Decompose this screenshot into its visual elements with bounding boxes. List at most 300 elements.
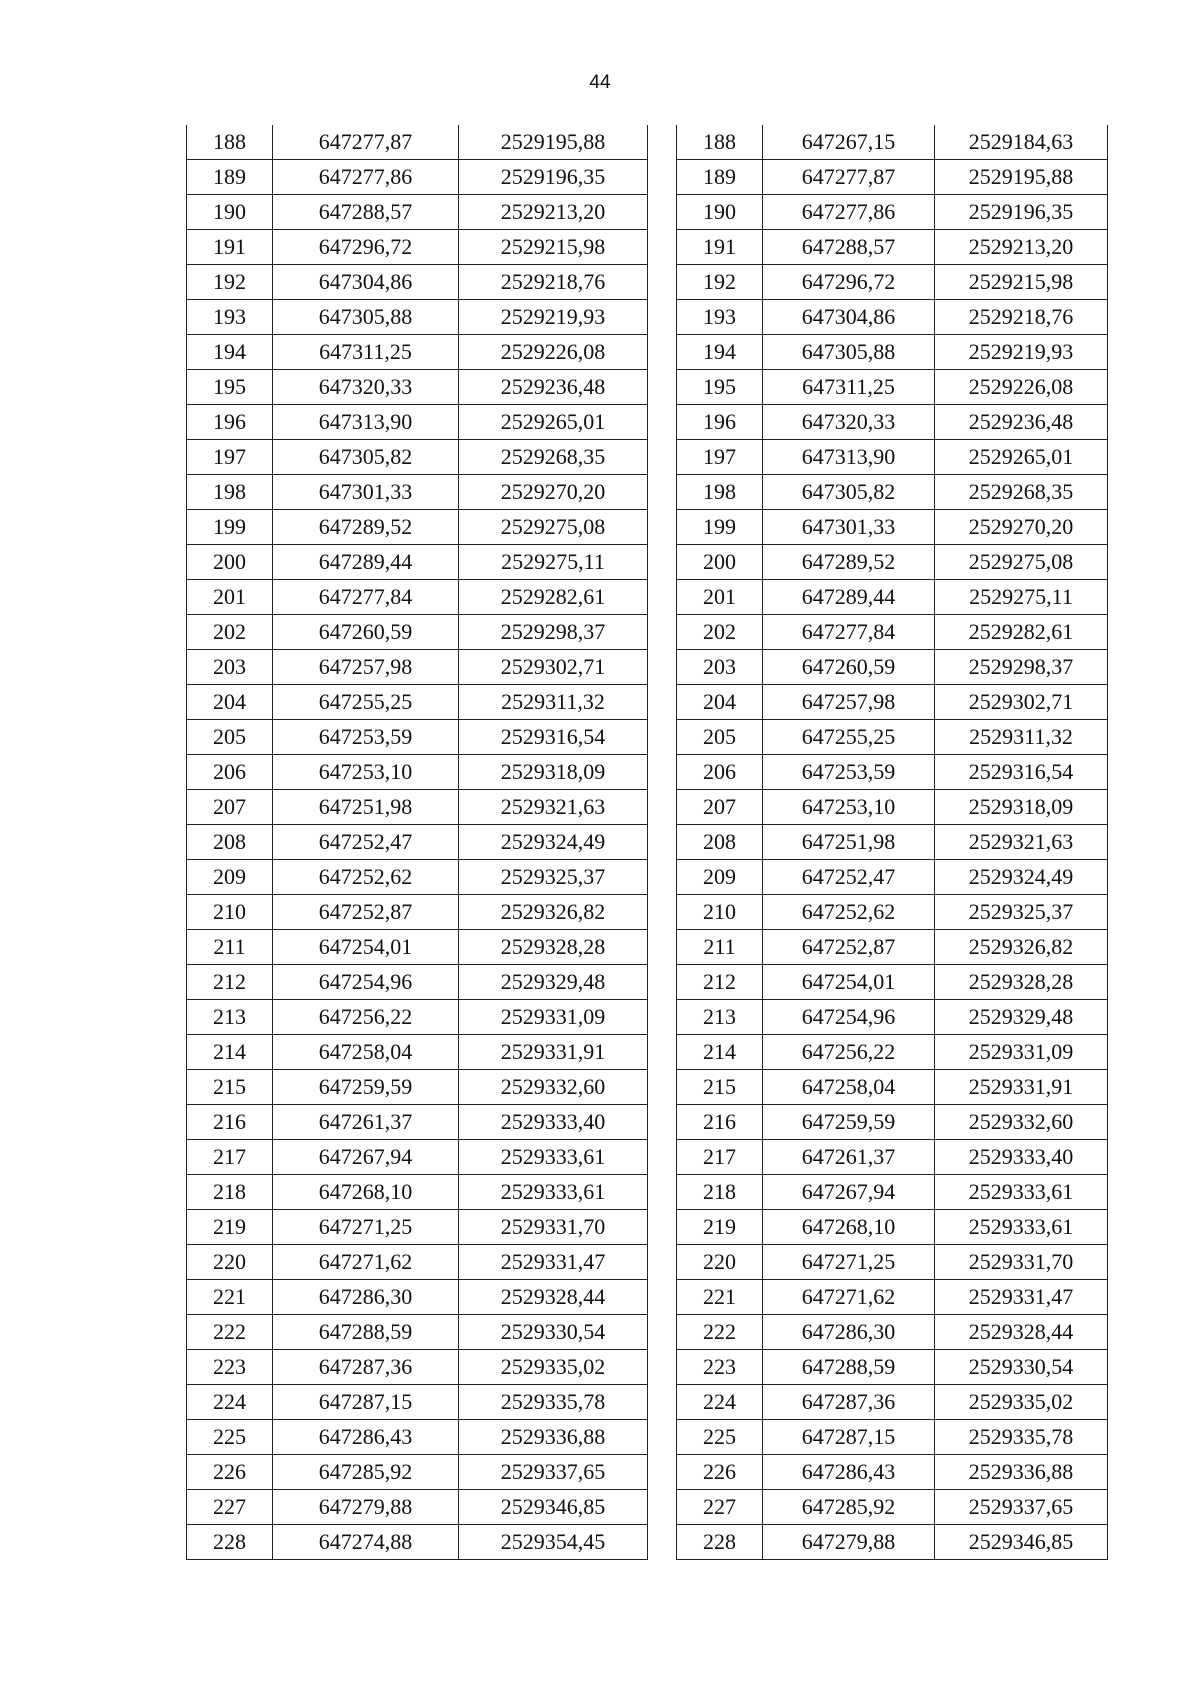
point-number-cell: 191: [677, 230, 763, 265]
y-coordinate-cell: 2529332,60: [935, 1105, 1108, 1140]
table-row: [187, 615, 648, 650]
point-number-cell: 204: [187, 685, 273, 720]
x-coordinate-cell: 647304,86: [273, 265, 459, 300]
y-coordinate-cell: 2529316,54: [459, 720, 648, 755]
y-coordinate-cell: 2529226,08: [459, 335, 648, 370]
y-coordinate-cell: 2529236,48: [935, 405, 1108, 440]
coordinates-table-left-body: [187, 125, 648, 1560]
point-number-cell: 202: [187, 615, 273, 650]
point-number-cell: 201: [187, 580, 273, 615]
x-coordinate-cell: 647260,59: [273, 615, 459, 650]
table-row: [677, 1070, 1108, 1105]
table-row: [677, 755, 1108, 790]
x-coordinate-cell: 647259,59: [273, 1070, 459, 1105]
table-row: [677, 1000, 1108, 1035]
table-row: [187, 545, 648, 580]
x-coordinate-cell: 647255,25: [763, 720, 935, 755]
y-coordinate-cell: 2529335,78: [935, 1420, 1108, 1455]
y-coordinate-cell: 2529332,60: [459, 1070, 648, 1105]
table-row: [677, 1245, 1108, 1280]
x-coordinate-cell: 647257,98: [273, 650, 459, 685]
x-coordinate-cell: 647279,88: [763, 1525, 935, 1560]
y-coordinate-cell: 2529184,63: [935, 125, 1108, 160]
table-row: [187, 1105, 648, 1140]
y-coordinate-cell: 2529265,01: [935, 440, 1108, 475]
point-number-cell: 210: [187, 895, 273, 930]
y-coordinate-cell: 2529331,70: [935, 1245, 1108, 1280]
point-number-cell: 213: [677, 1000, 763, 1035]
table-row: [677, 440, 1108, 475]
y-coordinate-cell: 2529195,88: [459, 125, 648, 160]
x-coordinate-cell: 647277,86: [763, 195, 935, 230]
table-row: [187, 510, 648, 545]
y-coordinate-cell: 2529330,54: [935, 1350, 1108, 1385]
table-row: [677, 230, 1108, 265]
x-coordinate-cell: 647261,37: [273, 1105, 459, 1140]
coordinates-table-left: [186, 125, 648, 1560]
y-coordinate-cell: 2529302,71: [935, 685, 1108, 720]
y-coordinate-cell: 2529219,93: [935, 335, 1108, 370]
table-row: [187, 1140, 648, 1175]
table-row: [677, 860, 1108, 895]
y-coordinate-cell: 2529335,78: [459, 1385, 648, 1420]
table-row: [677, 965, 1108, 1000]
table-row: [187, 1525, 648, 1560]
point-number-cell: 226: [187, 1455, 273, 1490]
table-row: [677, 335, 1108, 370]
y-coordinate-cell: 2529226,08: [935, 370, 1108, 405]
x-coordinate-cell: 647253,10: [763, 790, 935, 825]
table-row: [677, 545, 1108, 580]
point-number-cell: 202: [677, 615, 763, 650]
point-number-cell: 207: [677, 790, 763, 825]
x-coordinate-cell: 647313,90: [273, 405, 459, 440]
x-coordinate-cell: 647311,25: [763, 370, 935, 405]
y-coordinate-cell: 2529331,91: [935, 1070, 1108, 1105]
y-coordinate-cell: 2529298,37: [459, 615, 648, 650]
x-coordinate-cell: 647301,33: [273, 475, 459, 510]
y-coordinate-cell: 2529215,98: [459, 230, 648, 265]
y-coordinate-cell: 2529328,44: [935, 1315, 1108, 1350]
point-number-cell: 206: [187, 755, 273, 790]
point-number-cell: 225: [677, 1420, 763, 1455]
x-coordinate-cell: 647254,01: [273, 930, 459, 965]
point-number-cell: 189: [187, 160, 273, 195]
table-row: [187, 1175, 648, 1210]
y-coordinate-cell: 2529331,91: [459, 1035, 648, 1070]
y-coordinate-cell: 2529329,48: [459, 965, 648, 1000]
x-coordinate-cell: 647277,86: [273, 160, 459, 195]
y-coordinate-cell: 2529321,63: [935, 825, 1108, 860]
x-coordinate-cell: 647288,57: [273, 195, 459, 230]
table-row: [187, 720, 648, 755]
point-number-cell: 210: [677, 895, 763, 930]
point-number-cell: 203: [187, 650, 273, 685]
point-number-cell: 193: [187, 300, 273, 335]
table-row: [677, 1420, 1108, 1455]
x-coordinate-cell: 647254,96: [273, 965, 459, 1000]
y-coordinate-cell: 2529196,35: [459, 160, 648, 195]
coordinates-table-right-body: [677, 125, 1108, 1560]
x-coordinate-cell: 647271,62: [273, 1245, 459, 1280]
y-coordinate-cell: 2529346,85: [459, 1490, 648, 1525]
y-coordinate-cell: 2529328,28: [459, 930, 648, 965]
point-number-cell: 198: [677, 475, 763, 510]
x-coordinate-cell: 647285,92: [273, 1455, 459, 1490]
table-row: [187, 265, 648, 300]
y-coordinate-cell: 2529331,09: [459, 1000, 648, 1035]
table-row: [677, 265, 1108, 300]
y-coordinate-cell: 2529318,09: [459, 755, 648, 790]
point-number-cell: 213: [187, 1000, 273, 1035]
x-coordinate-cell: 647251,98: [273, 790, 459, 825]
y-coordinate-cell: 2529311,32: [935, 720, 1108, 755]
point-number-cell: 214: [187, 1035, 273, 1070]
x-coordinate-cell: 647253,59: [763, 755, 935, 790]
x-coordinate-cell: 647279,88: [273, 1490, 459, 1525]
x-coordinate-cell: 647289,44: [763, 580, 935, 615]
x-coordinate-cell: 647254,96: [763, 1000, 935, 1035]
x-coordinate-cell: 647257,98: [763, 685, 935, 720]
table-row: [187, 160, 648, 195]
point-number-cell: 188: [677, 125, 763, 160]
table-row: [677, 685, 1108, 720]
table-row: [187, 650, 648, 685]
x-coordinate-cell: 647255,25: [273, 685, 459, 720]
point-number-cell: 196: [677, 405, 763, 440]
table-row: [187, 405, 648, 440]
y-coordinate-cell: 2529268,35: [935, 475, 1108, 510]
point-number-cell: 216: [187, 1105, 273, 1140]
point-number-cell: 222: [677, 1315, 763, 1350]
x-coordinate-cell: 647277,87: [763, 160, 935, 195]
y-coordinate-cell: 2529218,76: [459, 265, 648, 300]
table-row: [677, 1455, 1108, 1490]
x-coordinate-cell: 647286,43: [763, 1455, 935, 1490]
y-coordinate-cell: 2529195,88: [935, 160, 1108, 195]
table-row: [677, 405, 1108, 440]
x-coordinate-cell: 647253,59: [273, 720, 459, 755]
table-row: [677, 1490, 1108, 1525]
x-coordinate-cell: 647254,01: [763, 965, 935, 1000]
point-number-cell: 200: [677, 545, 763, 580]
y-coordinate-cell: 2529318,09: [935, 790, 1108, 825]
x-coordinate-cell: 647305,88: [273, 300, 459, 335]
x-coordinate-cell: 647251,98: [763, 825, 935, 860]
y-coordinate-cell: 2529333,40: [935, 1140, 1108, 1175]
y-coordinate-cell: 2529335,02: [935, 1385, 1108, 1420]
x-coordinate-cell: 647289,44: [273, 545, 459, 580]
x-coordinate-cell: 647252,47: [763, 860, 935, 895]
y-coordinate-cell: 2529236,48: [459, 370, 648, 405]
table-row: [677, 720, 1108, 755]
x-coordinate-cell: 647252,62: [763, 895, 935, 930]
table-row: [187, 300, 648, 335]
x-coordinate-cell: 647286,30: [763, 1315, 935, 1350]
table-row: [187, 1385, 648, 1420]
y-coordinate-cell: 2529333,40: [459, 1105, 648, 1140]
y-coordinate-cell: 2529298,37: [935, 650, 1108, 685]
x-coordinate-cell: 647259,59: [763, 1105, 935, 1140]
point-number-cell: 205: [187, 720, 273, 755]
y-coordinate-cell: 2529333,61: [935, 1175, 1108, 1210]
y-coordinate-cell: 2529213,20: [459, 195, 648, 230]
y-coordinate-cell: 2529196,35: [935, 195, 1108, 230]
y-coordinate-cell: 2529282,61: [459, 580, 648, 615]
point-number-cell: 193: [677, 300, 763, 335]
point-number-cell: 190: [187, 195, 273, 230]
point-number-cell: 209: [187, 860, 273, 895]
point-number-cell: 225: [187, 1420, 273, 1455]
y-coordinate-cell: 2529328,28: [935, 965, 1108, 1000]
point-number-cell: 194: [187, 335, 273, 370]
y-coordinate-cell: 2529328,44: [459, 1280, 648, 1315]
table-row: [677, 510, 1108, 545]
point-number-cell: 211: [677, 930, 763, 965]
x-coordinate-cell: 647320,33: [273, 370, 459, 405]
x-coordinate-cell: 647288,59: [763, 1350, 935, 1385]
point-number-cell: 191: [187, 230, 273, 265]
y-coordinate-cell: 2529333,61: [459, 1140, 648, 1175]
table-row: [187, 1420, 648, 1455]
x-coordinate-cell: 647256,22: [273, 1000, 459, 1035]
table-row: [677, 1315, 1108, 1350]
x-coordinate-cell: 647305,82: [273, 440, 459, 475]
x-coordinate-cell: 647289,52: [273, 510, 459, 545]
y-coordinate-cell: 2529213,20: [935, 230, 1108, 265]
y-coordinate-cell: 2529302,71: [459, 650, 648, 685]
point-number-cell: 211: [187, 930, 273, 965]
y-coordinate-cell: 2529336,88: [935, 1455, 1108, 1490]
point-number-cell: 221: [677, 1280, 763, 1315]
y-coordinate-cell: 2529330,54: [459, 1315, 648, 1350]
y-coordinate-cell: 2529354,45: [459, 1525, 648, 1560]
point-number-cell: 195: [677, 370, 763, 405]
x-coordinate-cell: 647287,15: [273, 1385, 459, 1420]
point-number-cell: 226: [677, 1455, 763, 1490]
y-coordinate-cell: 2529270,20: [459, 475, 648, 510]
y-coordinate-cell: 2529337,65: [935, 1490, 1108, 1525]
x-coordinate-cell: 647288,57: [763, 230, 935, 265]
x-coordinate-cell: 647289,52: [763, 545, 935, 580]
point-number-cell: 217: [187, 1140, 273, 1175]
x-coordinate-cell: 647274,88: [273, 1525, 459, 1560]
x-coordinate-cell: 647268,10: [763, 1210, 935, 1245]
point-number-cell: 189: [677, 160, 763, 195]
table-row: [187, 1280, 648, 1315]
point-number-cell: 228: [187, 1525, 273, 1560]
x-coordinate-cell: 647287,36: [273, 1350, 459, 1385]
x-coordinate-cell: 647253,10: [273, 755, 459, 790]
x-coordinate-cell: 647267,94: [763, 1175, 935, 1210]
x-coordinate-cell: 647287,36: [763, 1385, 935, 1420]
table-row: [677, 825, 1108, 860]
table-row: [677, 790, 1108, 825]
table-row: [677, 1105, 1108, 1140]
y-coordinate-cell: 2529337,65: [459, 1455, 648, 1490]
point-number-cell: 192: [677, 265, 763, 300]
table-row: [677, 1175, 1108, 1210]
y-coordinate-cell: 2529325,37: [935, 895, 1108, 930]
table-row: [187, 1245, 648, 1280]
x-coordinate-cell: 647296,72: [763, 265, 935, 300]
x-coordinate-cell: 647256,22: [763, 1035, 935, 1070]
table-row: [677, 1525, 1108, 1560]
point-number-cell: 199: [677, 510, 763, 545]
x-coordinate-cell: 647252,62: [273, 860, 459, 895]
table-row: [677, 895, 1108, 930]
point-number-cell: 192: [187, 265, 273, 300]
y-coordinate-cell: 2529331,47: [935, 1280, 1108, 1315]
y-coordinate-cell: 2529275,08: [459, 510, 648, 545]
point-number-cell: 196: [187, 405, 273, 440]
x-coordinate-cell: 647286,43: [273, 1420, 459, 1455]
table-row: [187, 370, 648, 405]
y-coordinate-cell: 2529270,20: [935, 510, 1108, 545]
point-number-cell: 218: [187, 1175, 273, 1210]
y-coordinate-cell: 2529329,48: [935, 1000, 1108, 1035]
point-number-cell: 203: [677, 650, 763, 685]
page-number: 44: [589, 72, 611, 93]
point-number-cell: 209: [677, 860, 763, 895]
y-coordinate-cell: 2529346,85: [935, 1525, 1108, 1560]
point-number-cell: 223: [677, 1350, 763, 1385]
point-number-cell: 216: [677, 1105, 763, 1140]
table-row: [187, 230, 648, 265]
point-number-cell: 223: [187, 1350, 273, 1385]
table-row: [187, 1490, 648, 1525]
y-coordinate-cell: 2529219,93: [459, 300, 648, 335]
point-number-cell: 218: [677, 1175, 763, 1210]
table-row: [677, 930, 1108, 965]
point-number-cell: 205: [677, 720, 763, 755]
y-coordinate-cell: 2529324,49: [935, 860, 1108, 895]
y-coordinate-cell: 2529282,61: [935, 615, 1108, 650]
table-row: [187, 685, 648, 720]
y-coordinate-cell: 2529218,76: [935, 300, 1108, 335]
point-number-cell: 197: [677, 440, 763, 475]
x-coordinate-cell: 647271,25: [763, 1245, 935, 1280]
point-number-cell: 199: [187, 510, 273, 545]
point-number-cell: 222: [187, 1315, 273, 1350]
x-coordinate-cell: 647311,25: [273, 335, 459, 370]
table-row: [677, 1385, 1108, 1420]
x-coordinate-cell: 647287,15: [763, 1420, 935, 1455]
table-row: [187, 790, 648, 825]
point-number-cell: 194: [677, 335, 763, 370]
table-row: [677, 1280, 1108, 1315]
table-row: [187, 1315, 648, 1350]
x-coordinate-cell: 647267,15: [763, 125, 935, 160]
table-row: [187, 755, 648, 790]
coordinates-table-right: [676, 125, 1108, 1560]
x-coordinate-cell: 647260,59: [763, 650, 935, 685]
y-coordinate-cell: 2529325,37: [459, 860, 648, 895]
y-coordinate-cell: 2529331,09: [935, 1035, 1108, 1070]
table-row: [677, 475, 1108, 510]
table-row: [677, 1140, 1108, 1175]
point-number-cell: 224: [187, 1385, 273, 1420]
table-row: [187, 440, 648, 475]
y-coordinate-cell: 2529326,82: [459, 895, 648, 930]
point-number-cell: 224: [677, 1385, 763, 1420]
x-coordinate-cell: 647277,87: [273, 125, 459, 160]
point-number-cell: 228: [677, 1525, 763, 1560]
table-row: [187, 860, 648, 895]
y-coordinate-cell: 2529265,01: [459, 405, 648, 440]
y-coordinate-cell: 2529321,63: [459, 790, 648, 825]
table-row: [677, 195, 1108, 230]
x-coordinate-cell: 647252,87: [763, 930, 935, 965]
table-row: [677, 1035, 1108, 1070]
table-row: [187, 1070, 648, 1105]
point-number-cell: 208: [187, 825, 273, 860]
y-coordinate-cell: 2529333,61: [935, 1210, 1108, 1245]
point-number-cell: 208: [677, 825, 763, 860]
y-coordinate-cell: 2529335,02: [459, 1350, 648, 1385]
point-number-cell: 220: [187, 1245, 273, 1280]
y-coordinate-cell: 2529215,98: [935, 265, 1108, 300]
y-coordinate-cell: 2529333,61: [459, 1175, 648, 1210]
x-coordinate-cell: 647252,47: [273, 825, 459, 860]
y-coordinate-cell: 2529311,32: [459, 685, 648, 720]
point-number-cell: 227: [187, 1490, 273, 1525]
table-row: [677, 580, 1108, 615]
table-row: [187, 1035, 648, 1070]
x-coordinate-cell: 647277,84: [763, 615, 935, 650]
y-coordinate-cell: 2529331,70: [459, 1210, 648, 1245]
point-number-cell: 217: [677, 1140, 763, 1175]
x-coordinate-cell: 647271,25: [273, 1210, 459, 1245]
x-coordinate-cell: 647285,92: [763, 1490, 935, 1525]
table-row: [187, 1455, 648, 1490]
x-coordinate-cell: 647305,88: [763, 335, 935, 370]
point-number-cell: 198: [187, 475, 273, 510]
x-coordinate-cell: 647286,30: [273, 1280, 459, 1315]
point-number-cell: 200: [187, 545, 273, 580]
x-coordinate-cell: 647258,04: [273, 1035, 459, 1070]
point-number-cell: 197: [187, 440, 273, 475]
y-coordinate-cell: 2529324,49: [459, 825, 648, 860]
table-row: [187, 1210, 648, 1245]
table-row: [187, 580, 648, 615]
table-row: [187, 1000, 648, 1035]
table-row: [677, 1210, 1108, 1245]
y-coordinate-cell: 2529268,35: [459, 440, 648, 475]
table-row: [187, 125, 648, 160]
x-coordinate-cell: 647288,59: [273, 1315, 459, 1350]
x-coordinate-cell: 647305,82: [763, 475, 935, 510]
table-row: [677, 160, 1108, 195]
table-row: [187, 1350, 648, 1385]
y-coordinate-cell: 2529331,47: [459, 1245, 648, 1280]
table-row: [187, 475, 648, 510]
x-coordinate-cell: 647277,84: [273, 580, 459, 615]
point-number-cell: 221: [187, 1280, 273, 1315]
x-coordinate-cell: 647320,33: [763, 405, 935, 440]
point-number-cell: 212: [187, 965, 273, 1000]
y-coordinate-cell: 2529275,11: [459, 545, 648, 580]
x-coordinate-cell: 647304,86: [763, 300, 935, 335]
table-row: [677, 300, 1108, 335]
point-number-cell: 219: [677, 1210, 763, 1245]
y-coordinate-cell: 2529275,11: [935, 580, 1108, 615]
point-number-cell: 188: [187, 125, 273, 160]
table-row: [677, 125, 1108, 160]
point-number-cell: 195: [187, 370, 273, 405]
point-number-cell: 215: [187, 1070, 273, 1105]
point-number-cell: 190: [677, 195, 763, 230]
